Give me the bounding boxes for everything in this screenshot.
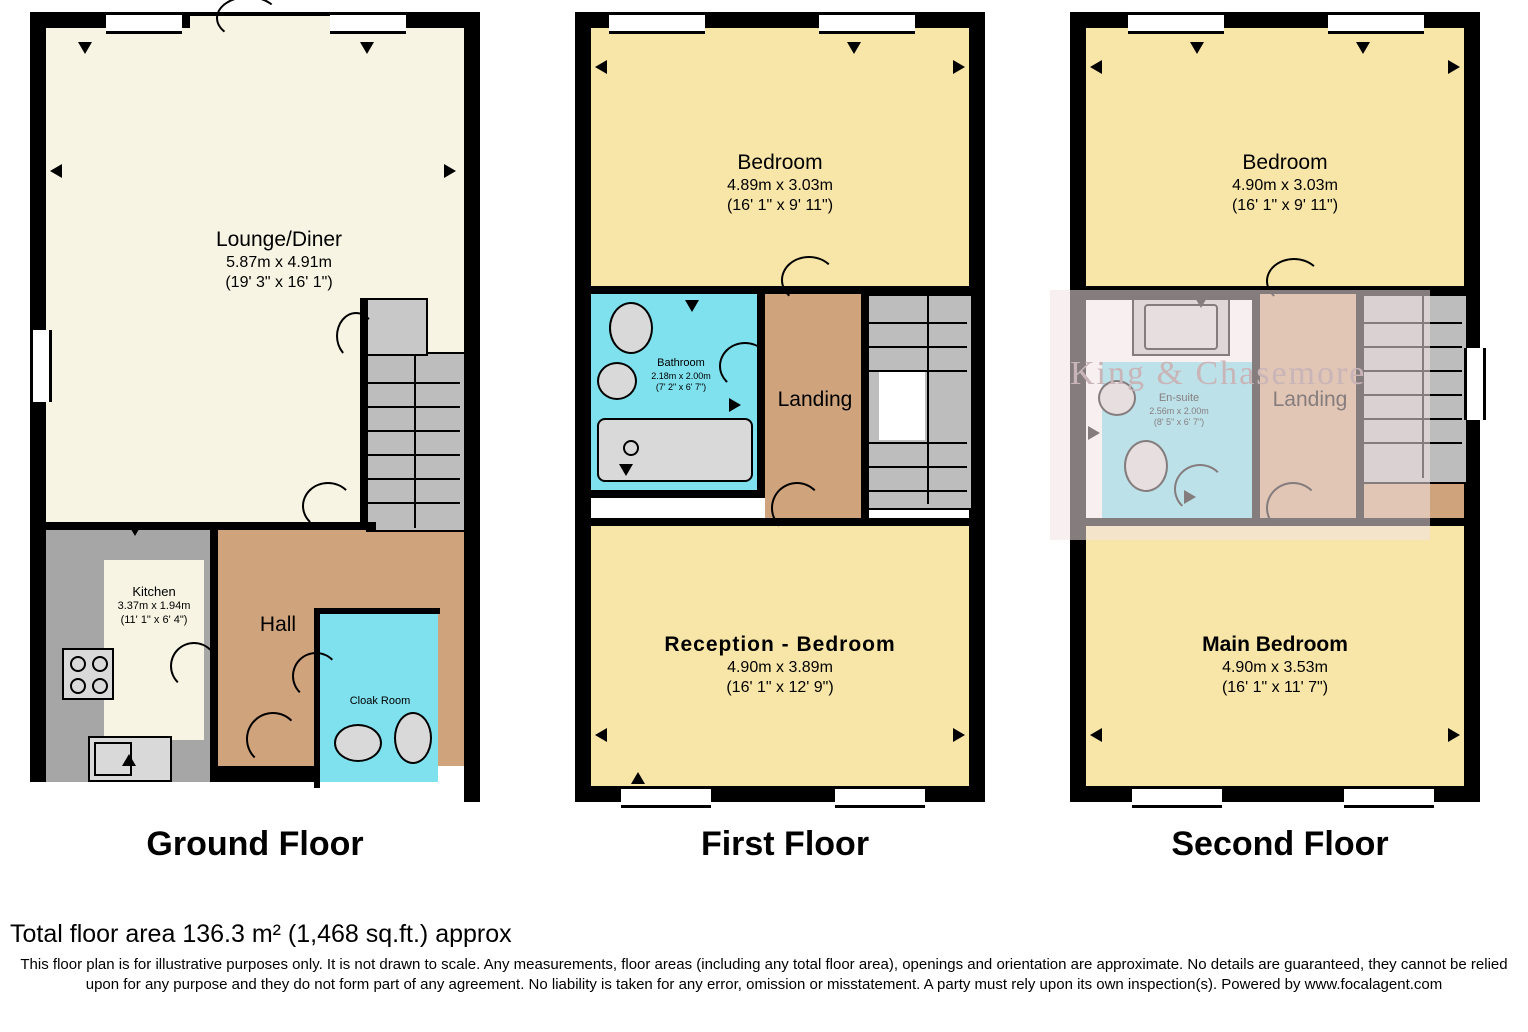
room-imperial: (16' 1" x 12' 9") bbox=[726, 679, 834, 697]
direction-arrow bbox=[1356, 42, 1370, 54]
direction-arrow bbox=[122, 754, 136, 766]
direction-arrow bbox=[128, 524, 142, 536]
window-reception-bottom-right bbox=[835, 786, 925, 808]
direction-arrow bbox=[685, 300, 699, 312]
room-name: Landing bbox=[777, 388, 853, 411]
room-imperial: (16' 1" x 11' 7") bbox=[1221, 679, 1329, 697]
room-metric: 4.90m x 3.03m bbox=[1232, 177, 1338, 195]
window-bedroom-top-right bbox=[819, 12, 915, 34]
direction-arrow bbox=[595, 728, 607, 742]
room-label-bathroom bbox=[611, 357, 751, 393]
room-name: Bedroom bbox=[737, 151, 823, 174]
first-floor-plan bbox=[575, 12, 985, 802]
door-reception bbox=[771, 482, 823, 534]
stair-step bbox=[869, 370, 967, 372]
watermark-box bbox=[1050, 290, 1430, 540]
window-landing-right bbox=[1464, 348, 1486, 420]
direction-arrow bbox=[847, 42, 861, 54]
window-bedroom-top-left bbox=[1128, 12, 1224, 34]
door-hall-back bbox=[246, 712, 300, 766]
room-imperial: (16' 1" x 9' 11") bbox=[726, 197, 834, 215]
stair-rail bbox=[414, 354, 416, 528]
door-bedroom bbox=[781, 256, 837, 304]
hob-ring bbox=[70, 656, 86, 672]
total-floor-area: Total floor area 136.3 m² (1,468 sq.ft.) approx bbox=[10, 920, 512, 948]
room-label-lounge-diner bbox=[149, 227, 409, 293]
direction-arrow bbox=[1090, 60, 1102, 74]
door-hall-lounge bbox=[302, 482, 354, 530]
hob-ring bbox=[92, 656, 108, 672]
footer bbox=[10, 920, 1518, 996]
room-label-landing bbox=[761, 387, 869, 413]
toilet-icon bbox=[394, 712, 432, 764]
window-main-bedroom-left bbox=[1132, 786, 1222, 808]
window-bay-right bbox=[330, 12, 406, 34]
room-name: Reception - Bedroom bbox=[664, 633, 896, 656]
toilet-icon bbox=[609, 302, 653, 354]
room-metric: 5.87m x 4.91m bbox=[226, 254, 332, 272]
window-bedroom-top-right bbox=[1328, 12, 1424, 34]
room-label-cloak bbox=[332, 695, 428, 709]
direction-arrow bbox=[595, 60, 607, 74]
direction-arrow bbox=[729, 398, 741, 412]
room-metric: 2.18m x 2.00m bbox=[651, 370, 711, 381]
room-metric: 4.89m x 3.03m bbox=[727, 177, 833, 195]
hob-ring bbox=[92, 678, 108, 694]
wall-reception-top bbox=[591, 518, 765, 526]
stair-rail bbox=[927, 296, 929, 504]
floor-title-second: Second Floor bbox=[1171, 825, 1389, 863]
room-name: Main Bedroom bbox=[1202, 633, 1348, 656]
wall-bedroom-bottom bbox=[591, 286, 969, 294]
floor-title-first: First Floor bbox=[700, 825, 870, 863]
direction-arrow bbox=[444, 164, 456, 178]
stair-step bbox=[869, 346, 967, 348]
direction-arrow bbox=[78, 42, 92, 54]
room-name: Cloak Room bbox=[349, 695, 411, 707]
room-imperial: (16' 1" x 9' 11") bbox=[1231, 197, 1339, 215]
direction-arrow bbox=[631, 772, 645, 784]
room-name: Kitchen bbox=[132, 584, 176, 599]
stair-step bbox=[869, 322, 967, 324]
direction-arrow bbox=[1448, 60, 1460, 74]
wall-outer-left bbox=[575, 12, 591, 802]
room-metric: 3.37m x 1.94m bbox=[117, 600, 191, 613]
door-cloak bbox=[292, 652, 340, 700]
room-name: Bedroom bbox=[1242, 151, 1328, 174]
hob-icon bbox=[62, 648, 114, 700]
room-name: Hall bbox=[259, 613, 297, 636]
room-name: Bathroom bbox=[657, 357, 705, 369]
room-label-reception-bedroom bbox=[630, 632, 930, 698]
room-label-main-bedroom bbox=[1145, 632, 1405, 698]
ground-floor-plan bbox=[30, 12, 480, 802]
room-imperial: (11' 1" x 6' 4") bbox=[120, 614, 188, 626]
direction-arrow bbox=[953, 60, 965, 74]
direction-arrow bbox=[360, 42, 374, 54]
stair-step bbox=[869, 466, 967, 468]
window-bay-left bbox=[106, 12, 182, 34]
room-imperial: (7' 2" x 6' 7") bbox=[655, 382, 707, 392]
direction-arrow bbox=[619, 464, 633, 476]
direction-arrow bbox=[1090, 728, 1102, 742]
room-label-hall bbox=[222, 612, 334, 638]
hob-ring bbox=[70, 678, 86, 694]
room-label-bedroom bbox=[1165, 150, 1405, 216]
wash-basin-icon bbox=[334, 724, 382, 762]
disclaimer-text: This floor plan is for illustrative purposes only. It is not drawn to scale. Any measurements, floor areas (including any total floor area), openings and orientation are approximate. No details are guaranteed, they cannot be relied upon for any purpose and they do not form part of any agreement. No liability is taken for any error, omission or misstatement. A party must rely upon its own inspection(s). Powered by www.focalagent.com bbox=[20, 956, 1508, 994]
window-bedroom-top-left bbox=[609, 12, 705, 34]
room-label-kitchen bbox=[94, 584, 214, 628]
stair-cupboard bbox=[366, 298, 428, 356]
direction-arrow bbox=[50, 164, 62, 178]
door-stair-cupboard bbox=[336, 312, 376, 360]
room-name: Lounge/Diner bbox=[215, 228, 343, 251]
direction-arrow bbox=[953, 728, 965, 742]
staircase-ground bbox=[366, 352, 466, 532]
direction-arrow bbox=[1190, 42, 1204, 54]
room-label-bedroom bbox=[660, 150, 900, 216]
room-metric: 4.90m x 3.53m bbox=[1222, 659, 1328, 677]
stair-step bbox=[869, 442, 967, 444]
stairwell-void bbox=[879, 370, 925, 440]
wall-bathroom-bottom bbox=[591, 490, 765, 498]
door-kitchen bbox=[170, 642, 218, 690]
window-lounge-left bbox=[30, 330, 52, 402]
window-reception-bottom-left bbox=[621, 786, 711, 808]
floor-title-ground: Ground Floor bbox=[146, 825, 364, 863]
direction-arrow bbox=[1448, 728, 1460, 742]
room-imperial: (19' 3" x 16' 1") bbox=[225, 274, 333, 292]
watermark-text: King & Chasemore bbox=[1070, 355, 1367, 392]
stair-step bbox=[869, 490, 967, 492]
bath-plug-icon bbox=[623, 440, 639, 456]
wall-outer-right bbox=[464, 12, 480, 802]
window-main-bedroom-right bbox=[1344, 786, 1434, 808]
room-metric: 4.90m x 3.89m bbox=[727, 659, 833, 677]
